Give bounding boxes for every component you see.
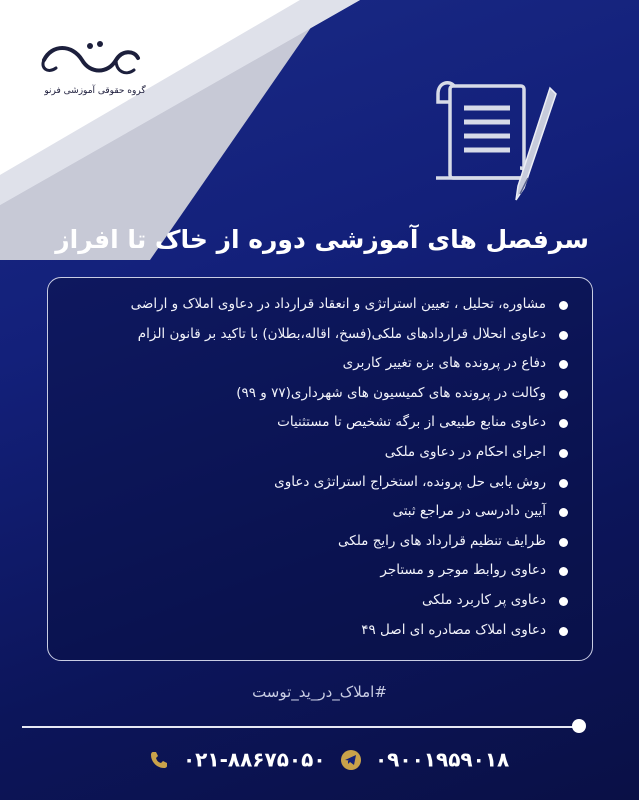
topic-text: دعاوی روابط موجر و مستاجر — [380, 562, 546, 579]
phone-contact[interactable] — [148, 746, 326, 772]
list-item — [58, 408, 572, 438]
topics-panel — [47, 277, 593, 661]
topics-list — [48, 278, 592, 645]
bullet-icon — [559, 567, 568, 576]
topic-text: دفاع در پرونده های بزه تغییر کاربری — [342, 355, 546, 372]
bullet-icon — [559, 301, 568, 310]
list-item — [58, 527, 572, 557]
list-item — [58, 497, 572, 527]
topic-text: ظرایف تنظیم قرارداد های رایج ملکی — [338, 532, 546, 549]
page-title: سرفصل های آموزشی دوره از خاک تا افراز — [55, 225, 589, 254]
topic-text: آیین دادرسی در مراجع ثبتی — [392, 503, 546, 520]
document-pen-icon — [428, 68, 568, 208]
bullet-icon — [559, 597, 568, 606]
divider-dot — [572, 719, 586, 733]
bullet-icon — [559, 331, 568, 340]
list-item — [58, 320, 572, 350]
telegram-icon — [340, 749, 362, 771]
list-item — [58, 438, 572, 468]
brand-logo — [30, 30, 150, 110]
bullet-icon — [559, 449, 568, 458]
bullet-icon — [559, 390, 568, 399]
topic-text: وکالت در پرونده های کمیسیون های شهرداری(۷۷ و ۹۹) — [236, 384, 546, 401]
list-item — [58, 616, 572, 646]
list-item — [58, 290, 572, 320]
bullet-icon — [559, 627, 568, 636]
bullet-icon — [559, 479, 568, 488]
bullet-icon — [559, 419, 568, 428]
list-item — [58, 349, 572, 379]
mobile-contact[interactable] — [340, 746, 509, 772]
divider — [22, 726, 578, 728]
topic-text: دعاوی پر کاربرد ملکی — [421, 591, 546, 608]
list-item — [58, 468, 572, 498]
topic-text: مشاوره، تحلیل ، تعیین استراتژی و انعقاد قرارداد در دعاوی املاک و اراضی — [130, 296, 546, 312]
brand-caption: گروه حقوقی آموزشی فرنو — [44, 86, 146, 96]
list-item — [58, 586, 572, 616]
topic-text: دعاوی انحلال قراردادهای ملکی(فسخ، اقاله،بطلان) با تاکید بر قانون الزام — [137, 325, 546, 342]
list-item — [58, 556, 572, 586]
topic-text: دعاوی املاک مصادره ای اصل ۴۹ — [361, 621, 546, 638]
bullet-icon — [559, 508, 568, 517]
topic-text: روش یابی حل پرونده، استخراج استراتژی دعاوی — [274, 473, 546, 490]
phone-number: ۰۲۱-۸۸۶۷۵۰۵۰ — [182, 747, 326, 772]
list-item — [58, 379, 572, 409]
mobile-number: ۰۹۰۰۱۹۵۹۰۱۸ — [374, 747, 510, 772]
bullet-icon — [559, 538, 568, 547]
hashtag[interactable]: #املاک_در_ید_توست — [252, 683, 387, 701]
bullet-icon — [559, 360, 568, 369]
phone-icon — [148, 749, 170, 771]
topic-text: اجرای احکام در دعاوی ملکی — [384, 443, 546, 460]
topic-text: دعاوی منابع طبیعی از برگه تشخیص تا مستثنیات — [277, 414, 546, 431]
